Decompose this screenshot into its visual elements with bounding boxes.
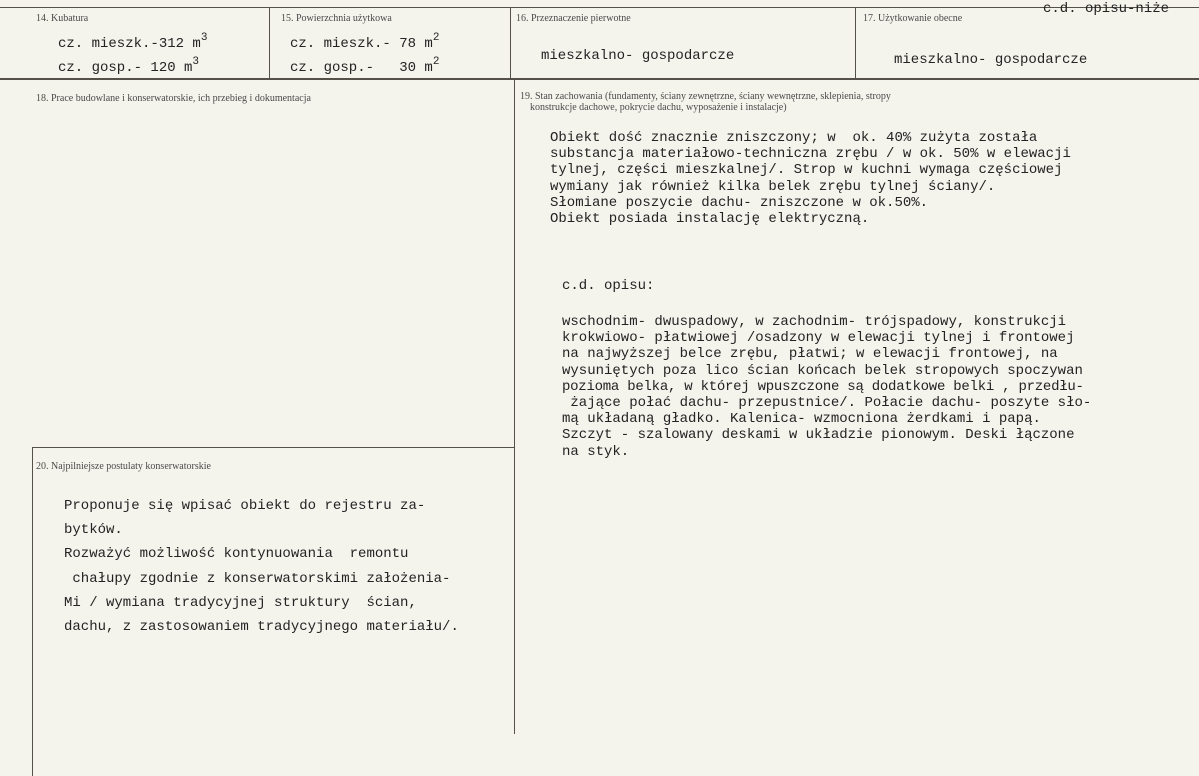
postulate-line: Mi / wymiana tradycyjnej struktury ścian, xyxy=(64,594,417,611)
field-16-value: mieszkalno- gospodarcze xyxy=(541,48,735,64)
field-15-line-2 xyxy=(290,56,440,77)
field-15-label: 15. Powierzchnia użytkowa xyxy=(281,13,392,24)
continuation-line: krokwiowo- płatwiowej /osadzony w elewacji tylnej i frontowej xyxy=(562,330,1075,347)
field-19-continuation xyxy=(562,314,1091,460)
continuation-line: na styk. xyxy=(562,443,630,460)
field-19-label-line-1: 19. Stan zachowania (fundamenty, ściany zewnętrzne, ściany wewnętrzne, sklepienia, stropy xyxy=(520,91,891,102)
field-19-line: Obiekt dość znacznie zniszczony; w ok. 40% zużyta została xyxy=(550,130,1038,146)
field-14-line-2 xyxy=(58,56,200,77)
field-19-description xyxy=(550,130,1071,227)
field-15-line-2-text: cz. gosp.- 30 m xyxy=(290,60,433,76)
field-20-postulates xyxy=(64,494,459,639)
field-16-label: 16. Przeznaczenie pierwotne xyxy=(516,13,631,24)
continuation-line: mą układaną gładko. Kalenica- wzmocniona żerdkami i papą. xyxy=(562,411,1041,428)
field-14-label: 14. Kubatura xyxy=(36,13,89,24)
divider-left-right-column xyxy=(514,80,515,734)
field-18-label: 18. Prace budowlane i konserwatorskie, ich przebieg i dokumentacja xyxy=(36,93,311,104)
field-15-line-1 xyxy=(290,32,440,53)
field-20-label: 20. Najpilniejsze postulaty konserwatorskie xyxy=(36,461,211,472)
divider-18-20 xyxy=(32,447,514,448)
field-15-line-2-exponent: 2 xyxy=(432,56,440,68)
top-border xyxy=(0,7,1199,8)
postulate-line: Rozważyć możliwość kontynuowania remontu xyxy=(64,546,409,563)
field-14-line-1 xyxy=(58,32,208,53)
field-19-continuation-heading: c.d. opisu: xyxy=(562,278,655,294)
field-19-label-line-2: konstrukcje dachowe, pokrycie dachu, wyposażenie i instalacje) xyxy=(530,102,787,113)
field-14-line-2-exponent: 3 xyxy=(192,56,200,68)
postulate-line: Proponuje się wpisać obiekt do rejestru za- xyxy=(64,498,426,514)
header-row-divider xyxy=(0,78,1199,80)
left-margin-line xyxy=(32,447,33,776)
continuation-line: na najwyższej belce zrębu, płatwi; w elewacji frontowej, na xyxy=(562,346,1058,363)
field-19-line: wymiany jak również kilka belek zrębu tylnej ściany/. xyxy=(550,178,996,195)
continuation-line: wysuniętych poza lico ścian końcach belek stropowych spoczywan xyxy=(562,362,1083,379)
field-15-line-1-exponent: 2 xyxy=(432,32,440,44)
field-17-note: c.d. opisu-niże xyxy=(1043,1,1170,17)
field-14-line-1-text: cz. mieszk.-312 m xyxy=(58,36,201,52)
postulate-line: chałupy zgodnie z konserwatorskimi założenia- xyxy=(64,570,451,587)
postulate-line: bytków. xyxy=(64,522,123,539)
field-14-line-2-text: cz. gosp.- 120 m xyxy=(58,60,193,76)
field-17-label: 17. Użytkowanie obecne xyxy=(863,13,963,24)
field-19-line: Obiekt posiada instalację elektryczną. xyxy=(550,210,870,227)
field-15-line-1-text: cz. mieszk.- 78 m xyxy=(290,36,433,52)
field-14-line-1-exponent: 3 xyxy=(200,32,208,44)
field-19-line: tylnej, części mieszkalnej/. Strop w kuchni wymaga częściowej xyxy=(550,162,1063,179)
field-19-line: Słomiane poszycie dachu- zniszczone w ok.50%. xyxy=(550,194,929,211)
field-19-line: substancja materiałowo-techniczna zrębu / w ok. 50% w elewacji xyxy=(550,146,1071,163)
continuation-line: wschodnim- dwuspadowy, w zachodnim- trójspadowy, konstrukcji xyxy=(562,314,1067,330)
continuation-line: pozioma belka, w której wpuszczone są dodatkowe belki , przedłu- xyxy=(562,378,1084,395)
continuation-line: żające połać dachu- przepustnice/. Połacie dachu- poszyte sło- xyxy=(562,394,1092,411)
divider-15-16 xyxy=(510,7,511,79)
field-17-value: mieszkalno- gospodarcze xyxy=(894,52,1088,68)
divider-14-15 xyxy=(269,7,270,79)
postulate-line: dachu, z zastosowaniem tradycyjnego materiału/. xyxy=(64,618,459,635)
continuation-line: Szczyt - szalowany deskami w układzie pionowym. Deski łączone xyxy=(562,427,1075,444)
divider-16-17 xyxy=(855,7,856,79)
